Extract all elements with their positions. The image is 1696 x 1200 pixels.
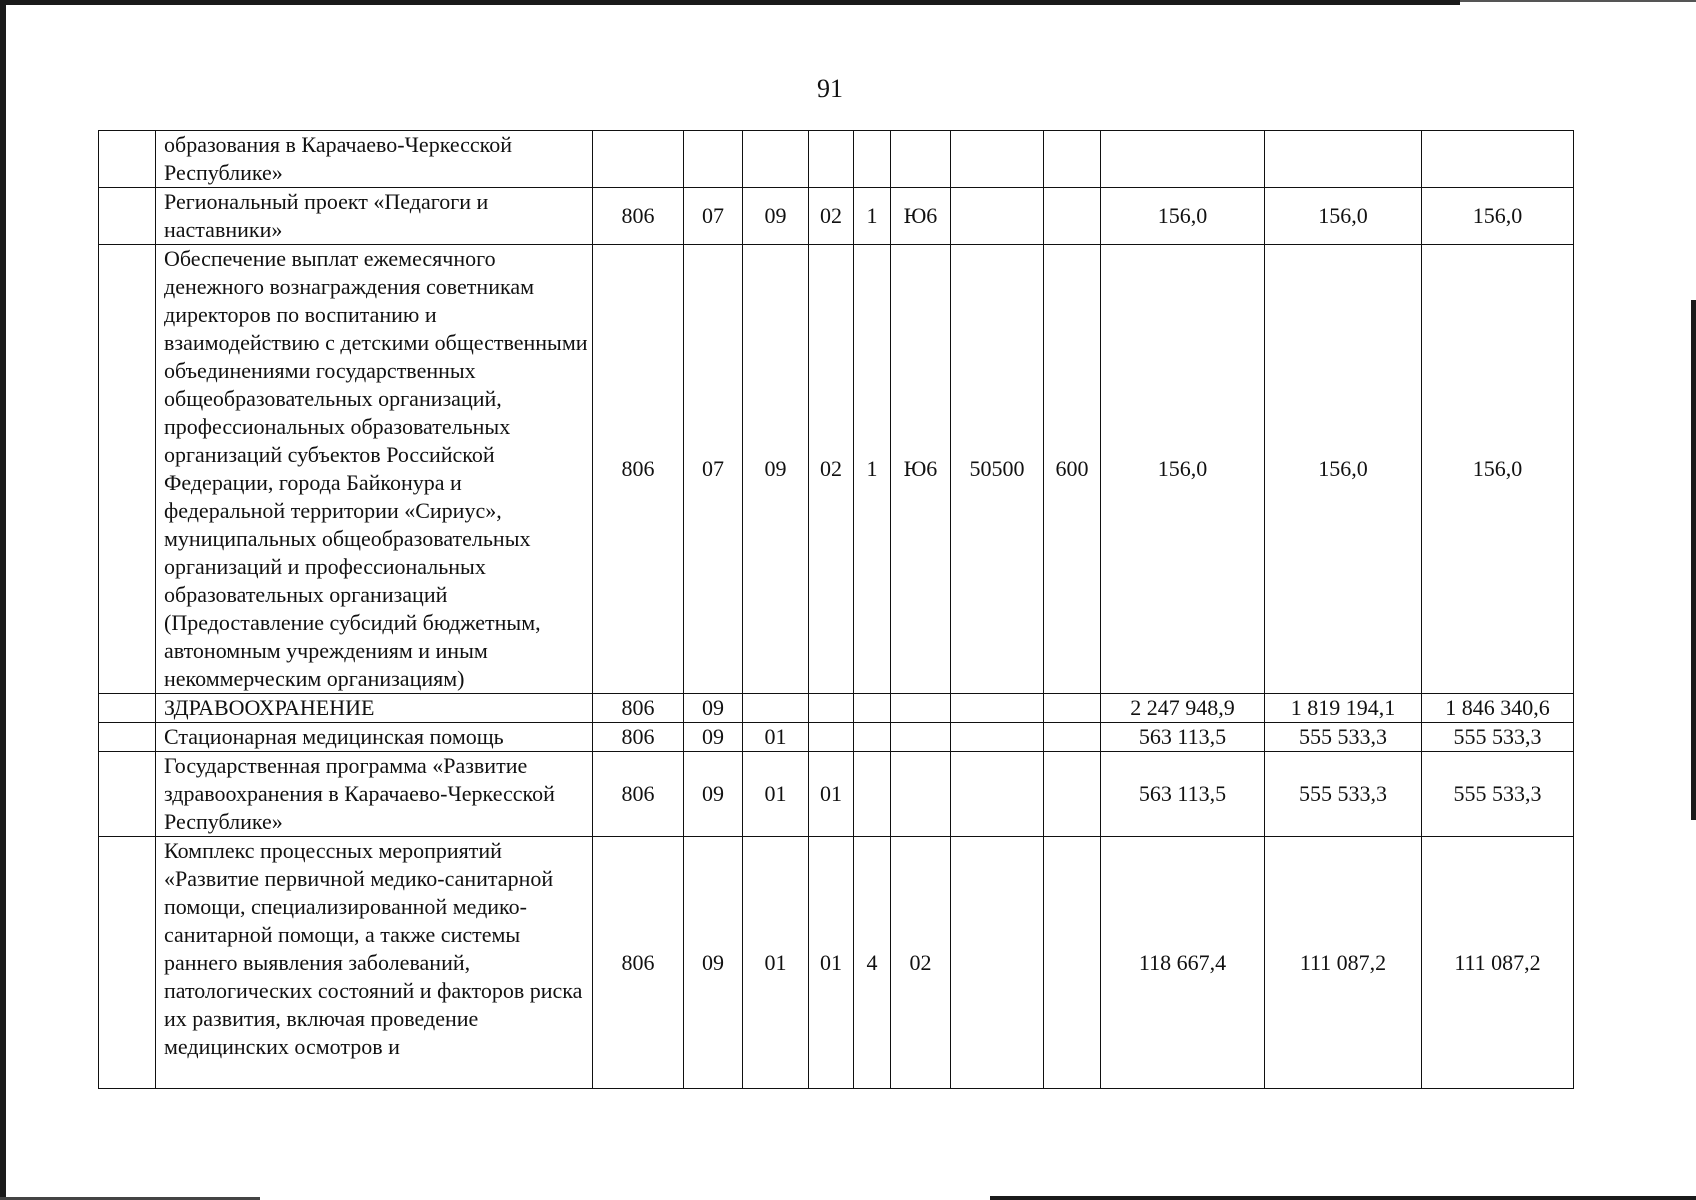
pr-cell: 09 — [743, 245, 809, 694]
row-name: образования в Карачаево-Черкесской Республике» — [156, 131, 593, 188]
rz-cell: 07 — [684, 188, 743, 245]
rz-cell: 09 — [684, 723, 743, 752]
scan-edge — [1691, 300, 1696, 820]
pr-cell: 01 — [743, 723, 809, 752]
csr2-cell — [854, 131, 891, 188]
csr2-cell — [854, 694, 891, 723]
year1-cell: 118 667,4 — [1101, 837, 1265, 1089]
table-row — [99, 837, 1574, 1089]
page-number: 91 — [817, 74, 843, 103]
scan-edge — [1460, 0, 1696, 2]
year3-cell: 555 533,3 — [1422, 752, 1574, 837]
csr1-cell: 02 — [809, 188, 854, 245]
csr2-cell: 4 — [854, 837, 891, 1089]
scan-edge — [0, 0, 1460, 5]
rz-cell — [684, 131, 743, 188]
year1-cell: 563 113,5 — [1101, 752, 1265, 837]
ved-cell: 806 — [593, 694, 684, 723]
csr2-cell: 1 — [854, 188, 891, 245]
row-index-cell — [99, 188, 156, 245]
csr2-cell — [854, 723, 891, 752]
row-index-cell — [99, 694, 156, 723]
pr-cell — [743, 694, 809, 723]
year1-cell — [1101, 131, 1265, 188]
year3-cell: 156,0 — [1422, 188, 1574, 245]
year3-cell — [1422, 131, 1574, 188]
csr1-cell — [809, 131, 854, 188]
ved-cell: 806 — [593, 245, 684, 694]
ved-cell: 806 — [593, 723, 684, 752]
row-index-cell — [99, 837, 156, 1089]
year2-cell: 156,0 — [1265, 188, 1422, 245]
year2-cell: 555 533,3 — [1265, 752, 1422, 837]
csr1-cell: 02 — [809, 245, 854, 694]
row-name: Государственная программа «Развитие здравоохранения в Карачаево-Черкесской Республике» — [156, 752, 593, 837]
ved-cell — [593, 131, 684, 188]
csr1-cell — [809, 694, 854, 723]
csr2-cell: 1 — [854, 245, 891, 694]
year1-cell: 2 247 948,9 — [1101, 694, 1265, 723]
budget-table — [98, 130, 1574, 1089]
vr-cell: 600 — [1044, 245, 1101, 694]
csr1-cell — [809, 723, 854, 752]
year3-cell: 111 087,2 — [1422, 837, 1574, 1089]
year1-cell: 156,0 — [1101, 188, 1265, 245]
row-name: Стационарная медицинская помощь — [156, 723, 593, 752]
pr-cell — [743, 131, 809, 188]
row-name: Обеспечение выплат ежемесячного денежного вознаграждения советникам директоров по воспитанию и взаимодействию с детскими общественными объединениями государственных общеобразовательных организаций, профессиональных образовательных организаций субъектов Российской Федерации, города Байконура и федеральной территории «Сириус», муниципальных общеобразовательных организаций и профессиональных образовательных организаций (Предоставление субсидий бюджетным, автономным учреждениям и иным некоммерческим организациям) — [156, 245, 593, 694]
year3-cell: 1 846 340,6 — [1422, 694, 1574, 723]
table-row — [99, 723, 1574, 752]
rz-cell: 07 — [684, 245, 743, 694]
vr-cell — [1044, 723, 1101, 752]
row-index-cell — [99, 723, 156, 752]
year3-cell: 555 533,3 — [1422, 723, 1574, 752]
vr-cell — [1044, 131, 1101, 188]
table-row — [99, 131, 1574, 188]
csr3-cell: Ю6 — [891, 188, 951, 245]
table-row — [99, 694, 1574, 723]
csr4-cell — [951, 188, 1044, 245]
rz-cell: 09 — [684, 837, 743, 1089]
csr1-cell: 01 — [809, 752, 854, 837]
ved-cell: 806 — [593, 837, 684, 1089]
year2-cell: 555 533,3 — [1265, 723, 1422, 752]
csr4-cell — [951, 752, 1044, 837]
year1-cell: 563 113,5 — [1101, 723, 1265, 752]
vr-cell — [1044, 837, 1101, 1089]
row-name: Комплекс процессных мероприятий «Развитие первичной медико-санитарной помощи, специализированной медико-санитарной помощи, а также системы раннего выявления заболеваний, патологических состояний и факторов риска их развития, включая проведение медицинских осмотров и — [156, 837, 593, 1089]
row-index-cell — [99, 245, 156, 694]
csr4-cell — [951, 837, 1044, 1089]
year3-cell: 156,0 — [1422, 245, 1574, 694]
vr-cell — [1044, 752, 1101, 837]
year2-cell: 156,0 — [1265, 245, 1422, 694]
csr3-cell — [891, 723, 951, 752]
vr-cell — [1044, 188, 1101, 245]
table-row — [99, 245, 1574, 694]
ved-cell: 806 — [593, 188, 684, 245]
rz-cell: 09 — [684, 752, 743, 837]
table-row — [99, 752, 1574, 837]
csr4-cell — [951, 694, 1044, 723]
csr3-cell — [891, 752, 951, 837]
year2-cell — [1265, 131, 1422, 188]
table-row — [99, 188, 1574, 245]
year2-cell: 1 819 194,1 — [1265, 694, 1422, 723]
pr-cell: 01 — [743, 837, 809, 1089]
pr-cell: 09 — [743, 188, 809, 245]
year1-cell: 156,0 — [1101, 245, 1265, 694]
csr4-cell — [951, 723, 1044, 752]
csr3-cell — [891, 131, 951, 188]
csr3-cell — [891, 694, 951, 723]
scan-edge — [0, 0, 6, 1200]
row-index-cell — [99, 752, 156, 837]
row-name: Региональный проект «Педагоги и наставники» — [156, 188, 593, 245]
scan-edge — [990, 1196, 1696, 1200]
row-name: ЗДРАВООХРАНЕНИЕ — [156, 694, 593, 723]
vr-cell — [1044, 694, 1101, 723]
ved-cell: 806 — [593, 752, 684, 837]
csr4-cell — [951, 131, 1044, 188]
csr2-cell — [854, 752, 891, 837]
csr1-cell: 01 — [809, 837, 854, 1089]
row-index-cell — [99, 131, 156, 188]
year2-cell: 111 087,2 — [1265, 837, 1422, 1089]
rz-cell: 09 — [684, 694, 743, 723]
pr-cell: 01 — [743, 752, 809, 837]
csr3-cell: 02 — [891, 837, 951, 1089]
csr4-cell: 50500 — [951, 245, 1044, 694]
csr3-cell: Ю6 — [891, 245, 951, 694]
